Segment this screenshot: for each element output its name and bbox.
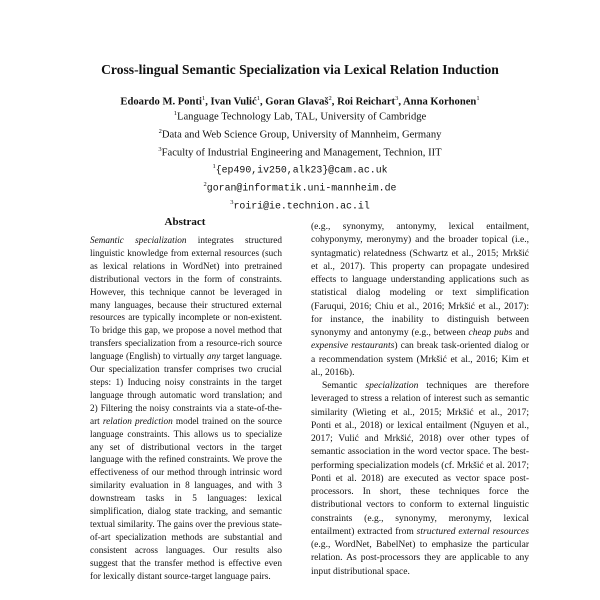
body-run: and	[512, 327, 530, 338]
affiliation-line	[0, 143, 600, 161]
email-address: goran@informatik.uni-mannheim.de	[206, 182, 397, 194]
body-emphasis: expensive restaurants	[311, 340, 395, 352]
body-paragraph	[311, 379, 529, 578]
abstract-run: integrates structured linguistic knowledge from external resources (such as lexical relations in WordNet) into pretrained distributional vectors in the form of constraints. However, this technique cannot be leveraged in many languages, because their structured external resources are typically incomplete or non-existent. To bridge this gap, we propose a novel method that transfers specialization from a resource-rich source language (English) to virtually	[90, 236, 282, 363]
author-affil-mark: 3	[395, 95, 399, 102]
abstract-heading: Abstract	[164, 216, 206, 228]
abstract-emphasis: Semantic specialization	[90, 236, 187, 246]
author-affil-mark: 1	[256, 95, 260, 102]
body-column	[311, 220, 529, 578]
author-name: Edoardo M. Ponti	[120, 96, 202, 108]
author-separator: ,	[259, 96, 266, 108]
author-name: Roi Reichart	[337, 96, 396, 108]
affiliation-mark: 2	[158, 127, 162, 135]
affiliation-line	[0, 107, 600, 125]
body-run: (e.g., WordNet, BabelNet) to emphasize the particular relation. As post-processors they are applicable to any input distributional space.	[311, 539, 529, 577]
body-run: Semantic	[322, 380, 366, 391]
affiliation-text: Data and Web Science Group, University of Mannheim, Germany	[161, 129, 442, 141]
author-name: Goran Glavaš	[265, 96, 329, 108]
abstract-emphasis: relation prediction	[102, 416, 173, 427]
abstract-paragraph	[90, 235, 282, 583]
body-run: techniques are therefore leveraged to stress a relation of interest such as semantic similarity (Wieting et al., 2015; Mrkšić et al., 2017; Ponti et al., 2018) or lexical entailment (Nguyen et al., 2017; Vulić and Mrkšić, 2018) over other types of semantic association in the word vector space. The best-performing specialization models (cf. Mrkšić et al. 2017; Ponti et al. 2018) are executed as vector space post-processors. In short, these techniques force the distributional vectors to conform to external linguistic constraints (e.g., synonymy, meronymy, lexical entailment) extracted from	[311, 380, 529, 537]
author-affil-mark: 1	[476, 95, 480, 102]
author-separator: ,	[205, 96, 211, 108]
author-separator: ,	[331, 96, 338, 108]
author-name: Ivan Vulić	[210, 96, 257, 108]
body-run: ) can break task-oriented dialog or a recommendation system (Mrkšić et al., 2016; Kim et al., 2016b).	[311, 340, 529, 378]
email-line	[0, 160, 600, 178]
author-separator: ,	[398, 96, 404, 108]
affiliation-text: Language Technology Lab, TAL, University of Cambridge	[176, 111, 427, 123]
affiliation-text: Faculty of Industrial Engineering and Management, Technion, IIT	[161, 147, 442, 159]
affiliation-line	[0, 125, 600, 143]
email-line	[0, 178, 600, 196]
abstract-run: model trained on the source language constraints. This allows us to specialize any set of distributional vectors in the target language with the refined constraints. We prove the effectiveness of our method through intrinsic word similarity evaluation in 8 languages, and with 3 downstream tasks in 5 languages: lexical simplification, dialog state tracking, and semantic textual similarity. The gains over the previous state-of-art specialization methods are substantial and consistent across languages. Our results also suggest that the transfer method is effective even for lexically distant source-target language pairs.	[90, 416, 283, 582]
affiliation-mark: 3	[158, 145, 162, 153]
body-emphasis: structured external resources	[416, 525, 529, 537]
affiliation-block	[0, 107, 600, 214]
affiliation-mark: 1	[173, 110, 177, 117]
email-line	[0, 196, 600, 214]
email-mark: 2	[203, 181, 207, 189]
author-affil-mark: 2	[328, 95, 332, 102]
email-address: {ep490,iv250,alk23}@cam.ac.uk	[215, 165, 388, 177]
author-affil-mark: 1	[201, 95, 206, 102]
email-mark: 1	[212, 163, 216, 171]
abstract-emphasis: any	[206, 352, 221, 363]
abstract-run: target language. Our specialization transfer comprises two crucial steps: 1) Inducing noisy constraints in the target language through automatic word translation; and 2) Filtering the noisy constraints via a state-of-the-art	[90, 352, 282, 427]
email-address: roiri@ie.technion.ac.il	[233, 200, 370, 212]
body-run: (e.g., synonymy, antonymy, lexical entailment, cohyponymy, meronymy) and the broader topical (i.e., syntagmatic) relatedness (Schwartz et al., 2015; Mrkšić et al., 2017). This property can propagate undesired effects to language understanding applications such as statistical dialog modeling or text simplification (Faruqui, 2016; Chiu et al., 2016; Mrkšić et al., 2017): for instance, the inability to distinguish between synonymy and antonymy (e.g., between	[311, 221, 529, 338]
abstract-text	[90, 235, 282, 583]
author-name: Anna Korhonen	[403, 96, 477, 108]
body-emphasis: cheap pubs	[468, 327, 513, 338]
paper-title: Cross-lingual Semantic Specialization via Lexical Relation Induction	[101, 62, 499, 77]
body-paragraph	[311, 220, 529, 379]
email-mark: 3	[230, 199, 234, 207]
body-emphasis: specialization	[365, 380, 419, 391]
